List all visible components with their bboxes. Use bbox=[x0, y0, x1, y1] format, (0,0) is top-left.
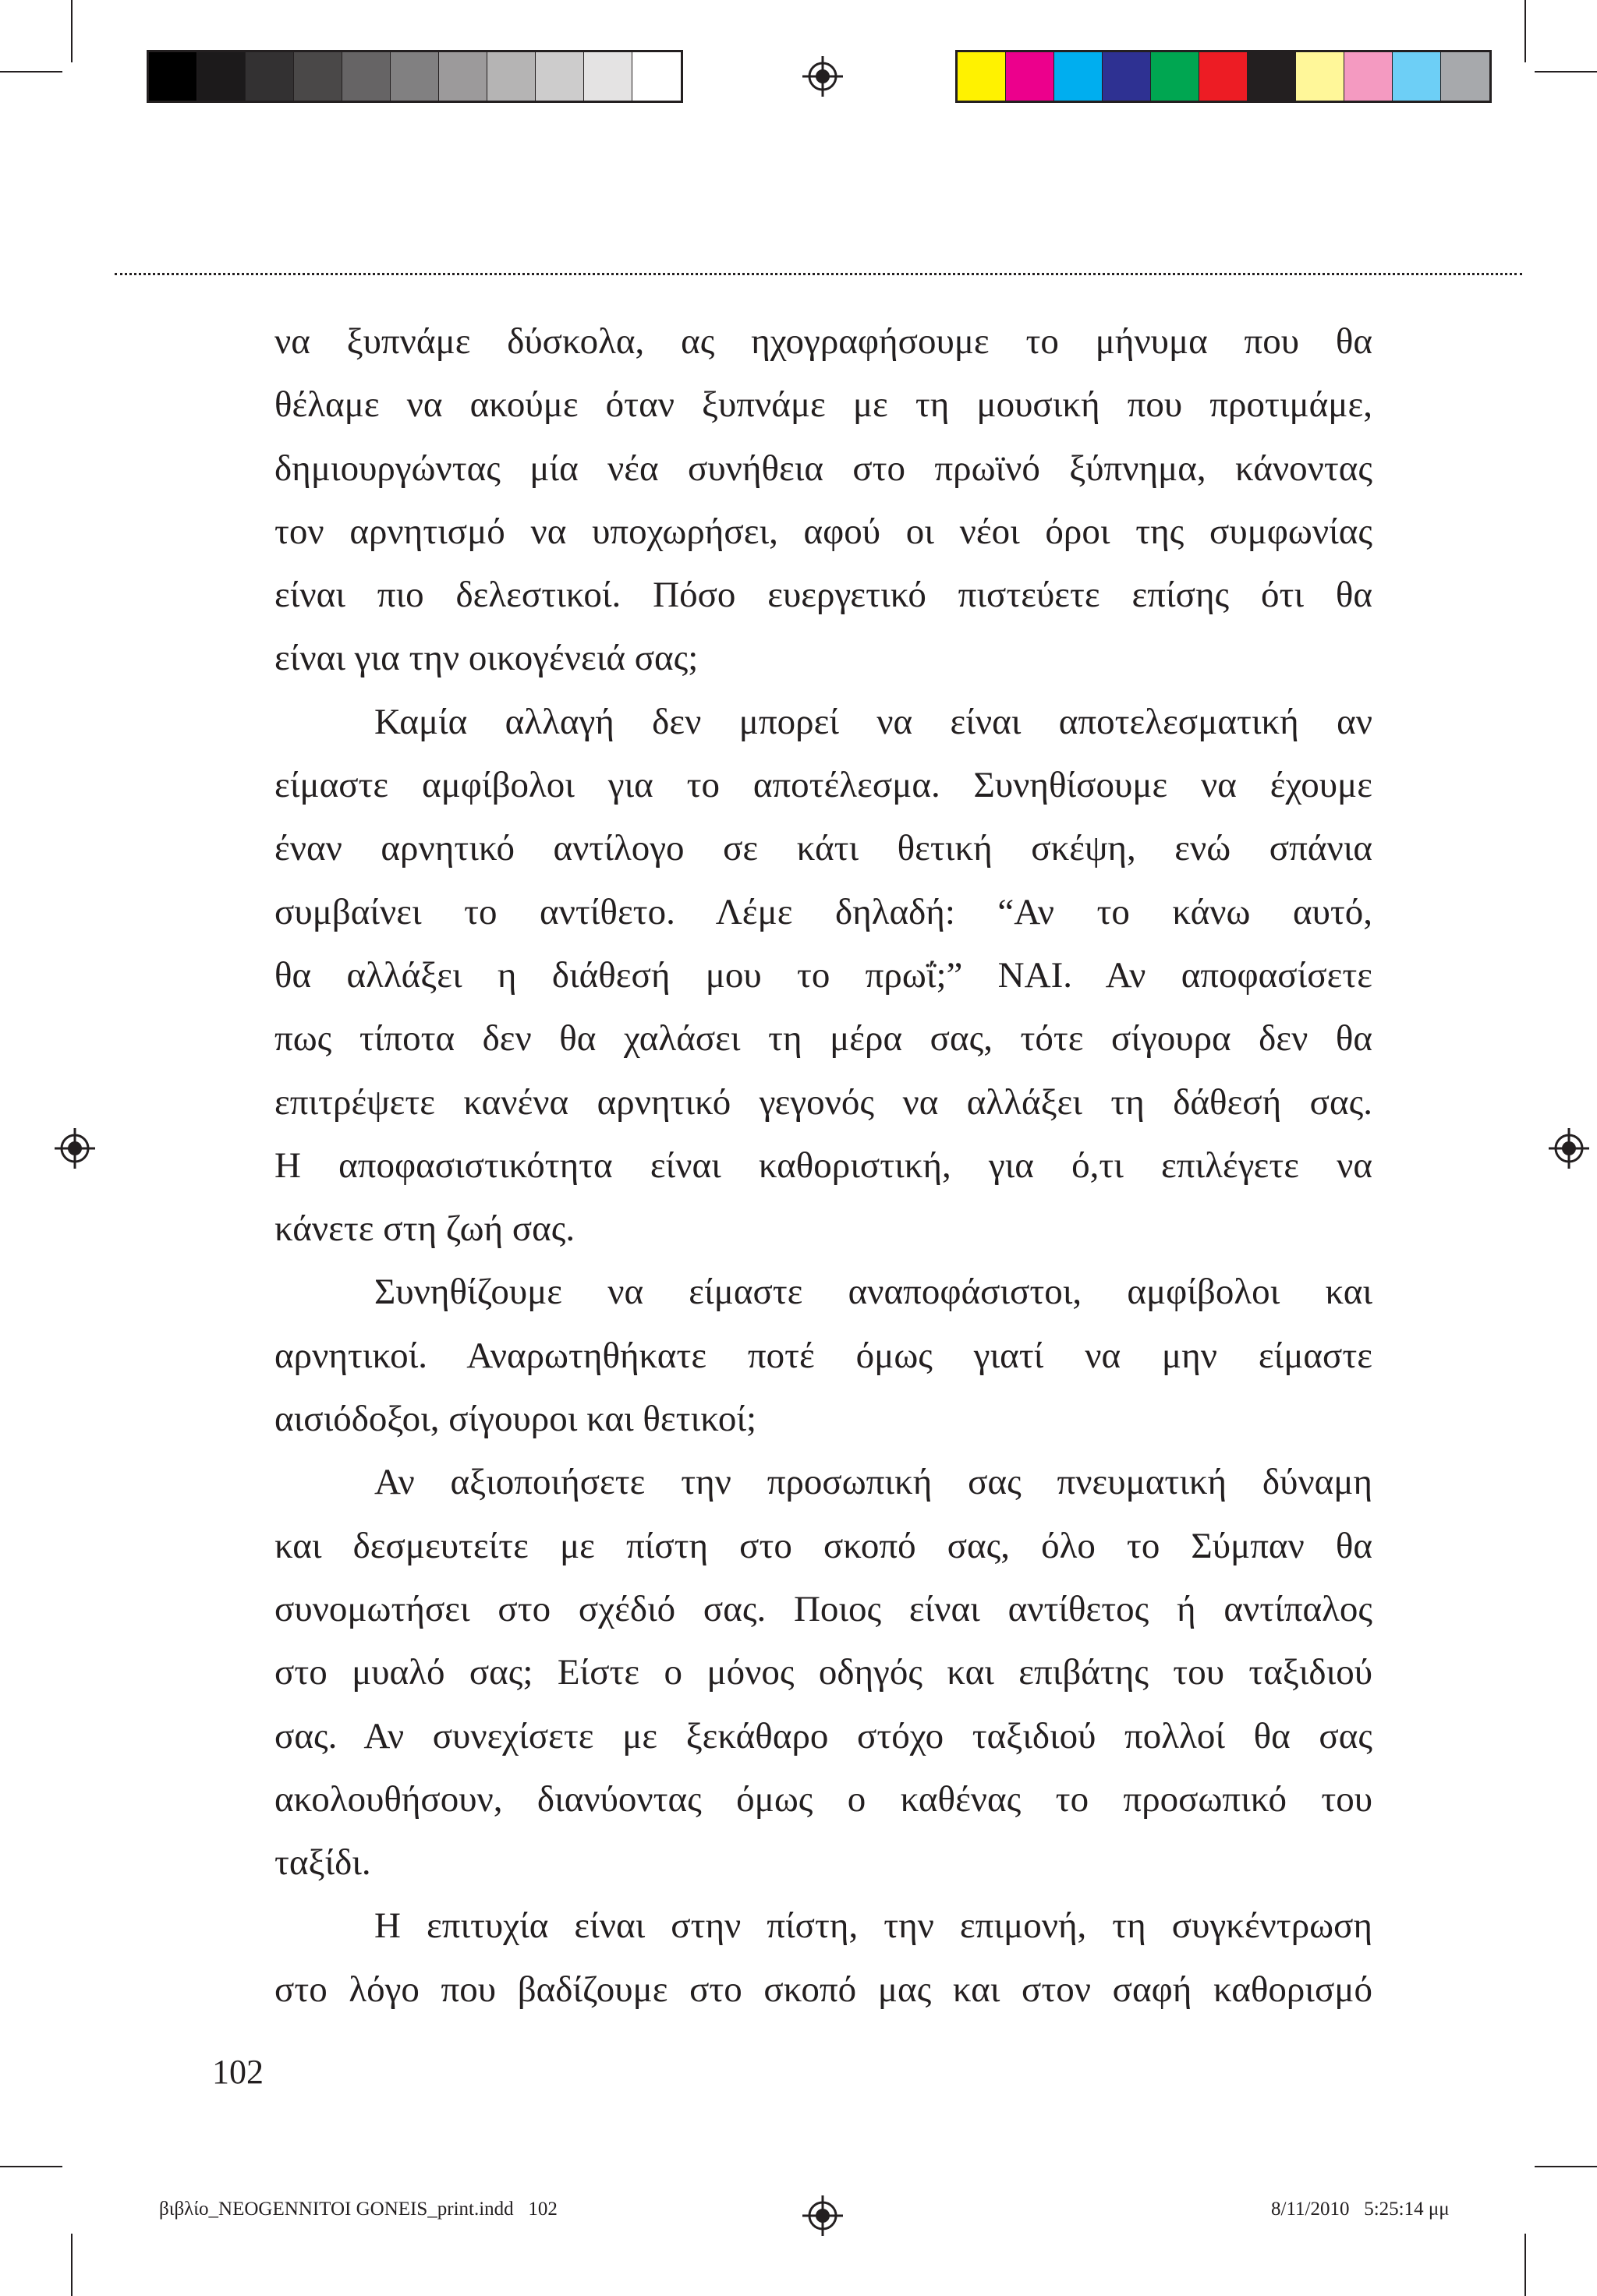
registration-mark-icon bbox=[1549, 1128, 1589, 1169]
text-line: Αν αξιοποιήσετε την προσωπική σας πνευματική δύναμη bbox=[374, 1462, 1372, 1503]
text-line: Συνηθίζουμε να είμαστε αναποφάσιστοι, αμφίβολοι και bbox=[374, 1272, 1372, 1313]
text-line: σας. Αν συνεχίσετε με ξεκάθαρο στόχο ταξιδιού πολλοί θα σας bbox=[274, 1715, 1372, 1756]
slug-filename: βιβλίο_NEOGENNITOI GONEIS_print.indd 102 bbox=[159, 2199, 558, 2220]
text-line: στο λόγο που βαδίζουμε στο σκοπό μας και στον σαφή καθορισμό bbox=[274, 1969, 1372, 2010]
color-swatch bbox=[149, 52, 197, 101]
crop-mark bbox=[1535, 2166, 1597, 2167]
text-line: είναι για την οικογένειά σας; bbox=[274, 638, 699, 679]
text-line: είμαστε αμφίβολοι για το αποτέλεσμα. Συνηθίσουμε να έχουμε bbox=[274, 765, 1372, 806]
text-line: έναν αρνητικό αντίλογο σε κάτι θετική σκέψη, ενώ σπάνια bbox=[274, 828, 1372, 869]
text-line: Καμία αλλαγή δεν μπορεί να είναι αποτελεσματική αν bbox=[374, 701, 1372, 742]
text-line: Η επιτυχία είναι στην πίστη, την επιμονή, τη συγκέντρωση bbox=[374, 1905, 1372, 1947]
color-swatch bbox=[584, 52, 632, 101]
header-dotted-rule bbox=[115, 273, 1522, 275]
color-swatch bbox=[246, 52, 294, 101]
color-swatch bbox=[536, 52, 584, 101]
text-line: να ξυπνάμε δύσκολα, ας ηχογραφήσουμε το μήνυμα που θα bbox=[274, 321, 1372, 362]
color-swatch bbox=[1151, 52, 1199, 101]
crop-mark bbox=[1524, 0, 1526, 62]
text-line: επιτρέψετε κανένα αρνητικό γεγονός να αλλάξει τη δάθεσή σας. bbox=[274, 1081, 1372, 1123]
text-line: κάνετε στη ζωή σας. bbox=[274, 1208, 575, 1250]
color-swatch bbox=[958, 52, 1006, 101]
registration-mark-icon bbox=[802, 56, 843, 97]
text-line: δημιουργώντας μία νέα συνήθεια στο πρωϊνό ξύπνημα, κάνοντας bbox=[274, 448, 1372, 489]
registration-mark-icon bbox=[802, 2195, 843, 2236]
text-line: αρνητικοί. Αναρωτηθήκατε ποτέ όμως γιατί να μην είμαστε bbox=[274, 1335, 1372, 1376]
body-text bbox=[274, 310, 1372, 2022]
text-line: και δεσμευτείτε με πίστη στο σκοπό σας, όλο το Σύμπαν θα bbox=[274, 1525, 1372, 1566]
crop-mark bbox=[0, 2166, 62, 2167]
text-line: αισιόδοξοι, σίγουροι και θετικοί; bbox=[274, 1399, 757, 1440]
text-line: πως τίποτα δεν θα χαλάσει τη μέρα σας, τότε σίγουρα δεν θα bbox=[274, 1018, 1372, 1060]
text-line: θα αλλάξει η διάθεσή μου το πρωΐ;” ΝΑΙ. Αν αποφασίσετε bbox=[274, 954, 1372, 996]
text-line: Η αποφασιστικότητα είναι καθοριστική, για ό,τι επιλέγετε να bbox=[274, 1144, 1372, 1186]
crop-mark bbox=[0, 71, 62, 73]
text-line: συνομωτήσει στο σχέδιό σας. Ποιος είναι αντίθετος ή αντίπαλος bbox=[274, 1588, 1372, 1629]
color-swatch bbox=[1006, 52, 1054, 101]
crop-mark bbox=[71, 0, 73, 62]
color-swatch bbox=[632, 52, 681, 101]
color-swatch bbox=[1296, 52, 1344, 101]
crop-mark bbox=[1524, 2234, 1526, 2296]
color-swatch bbox=[1103, 52, 1151, 101]
color-swatch bbox=[197, 52, 246, 101]
color-swatch bbox=[1344, 52, 1393, 101]
text-line: ταξίδι. bbox=[274, 1842, 371, 1884]
color-swatch bbox=[1441, 52, 1489, 101]
color-swatch bbox=[1054, 52, 1103, 101]
grayscale-color-bar bbox=[147, 50, 683, 103]
process-color-bar bbox=[955, 50, 1492, 103]
text-line: συμβαίνει το αντίθετο. Λέμε δηλαδή: “Αν το κάνω αυτό, bbox=[274, 891, 1372, 932]
crop-mark bbox=[1535, 71, 1597, 73]
text-line: είναι πιο δελεστικοί. Πόσο ευεργετικό πιστεύετε επίσης ότι θα bbox=[274, 575, 1372, 616]
page-number: 102 bbox=[212, 2053, 264, 2091]
crop-mark bbox=[71, 2234, 73, 2296]
color-swatch bbox=[342, 52, 391, 101]
color-swatch bbox=[1248, 52, 1296, 101]
color-swatch bbox=[294, 52, 342, 101]
text-line: στο μυαλό σας; Είστε ο μόνος οδηγός και επιβάτης του ταξιδιού bbox=[274, 1652, 1372, 1693]
text-line: τον αρνητισμό να υποχωρήσει, αφού οι νέοι όροι της συμφωνίας bbox=[274, 511, 1372, 552]
slug-datetime: 8/11/2010 5:25:14 μμ bbox=[1271, 2199, 1450, 2220]
color-swatch bbox=[439, 52, 487, 101]
color-swatch bbox=[1393, 52, 1441, 101]
color-swatch bbox=[391, 52, 439, 101]
text-line: θέλαμε να ακούμε όταν ξυπνάμε με τη μουσική που προτιμάμε, bbox=[274, 384, 1372, 426]
color-swatch bbox=[1199, 52, 1248, 101]
text-line: ακολουθήσουν, διανύοντας όμως ο καθένας το προσωπικό του bbox=[274, 1778, 1372, 1820]
registration-mark-icon bbox=[55, 1128, 95, 1169]
color-swatch bbox=[487, 52, 536, 101]
